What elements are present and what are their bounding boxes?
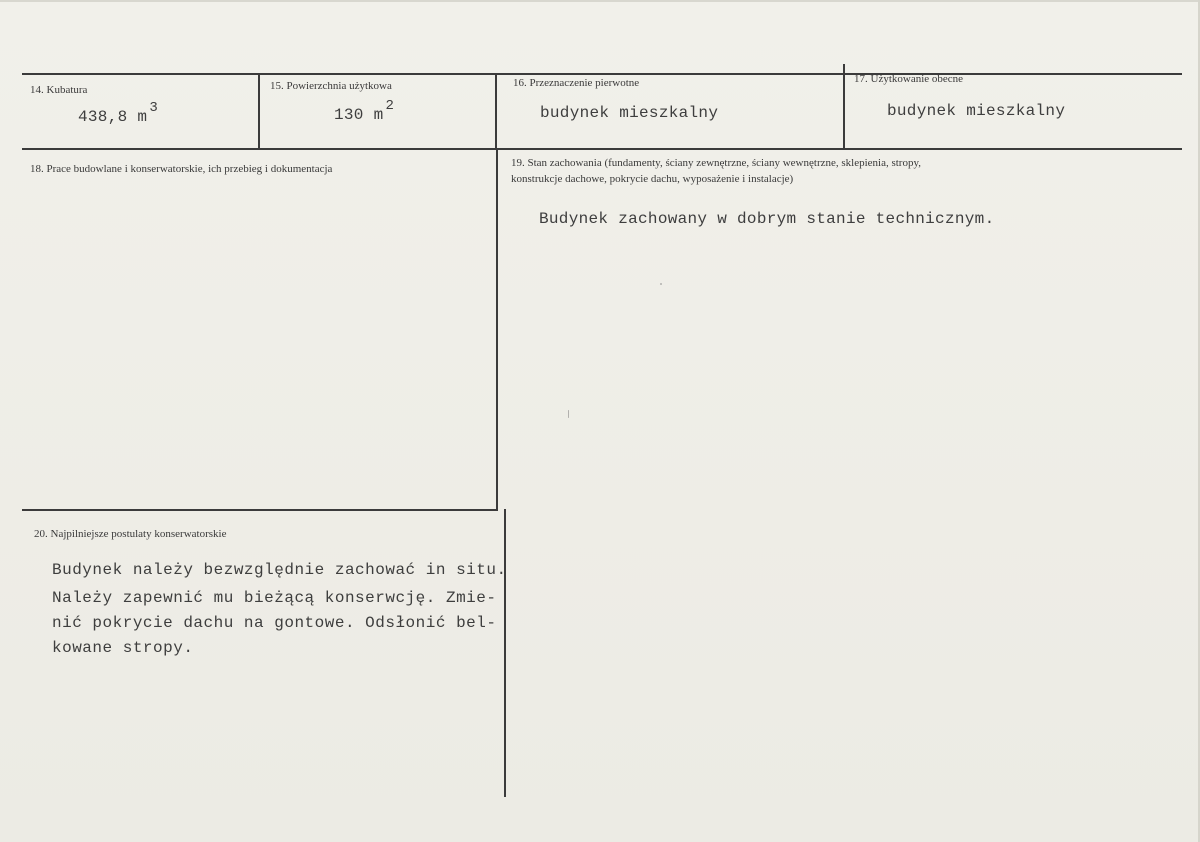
paper-speck <box>660 283 662 285</box>
divider-14-15 <box>258 74 260 149</box>
field-20-line-3: nić pokrycie dachu na gontowe. Odsłonić bel- <box>52 614 497 632</box>
field-19-label-line1: 19. Stan zachowania (fundamenty, ściany zewnętrzne, ściany wewnętrzne, sklepienia, stropy, <box>511 157 922 169</box>
field-19-value: Budynek zachowany w dobrym stanie technicznym. <box>539 210 995 228</box>
card-top-edge <box>0 0 1200 2</box>
field-14-exponent: 3 <box>149 100 159 116</box>
field-14-value <box>78 100 159 126</box>
field-15-exponent: 2 <box>385 98 395 114</box>
field-20-line-2: Należy zapewnić mu bieżącą konserwcję. Zmie- <box>52 589 497 607</box>
field-15-value-text: 130 m <box>334 106 384 124</box>
field-18-label: 18. Prace budowlane i konserwatorskie, ich przebieg i dokumentacja <box>30 163 333 175</box>
row1-bottom-rule <box>22 148 1182 150</box>
divider-16-17 <box>843 64 845 149</box>
divider-15-16 <box>495 74 497 149</box>
paper-speck <box>568 410 569 418</box>
divider-18-19 <box>496 149 498 510</box>
field-20-label: 20. Najpilniejsze postulaty konserwatorskie <box>34 528 227 540</box>
field-17-label: 17. Użytkowanie obecne <box>854 73 964 85</box>
field-14-value-text: 438,8 m <box>78 108 148 126</box>
field-20-line-4: kowane stropy. <box>52 639 194 657</box>
field-16-label: 16. Przeznaczenie pierwotne <box>513 77 640 89</box>
section18-bottom-rule <box>22 509 498 511</box>
field-17-value: budynek mieszkalny <box>887 102 1066 120</box>
divider-20-19 <box>504 509 506 797</box>
field-16-value: budynek mieszkalny <box>540 104 719 122</box>
field-20-line-1: Budynek należy bezwzględnie zachować in situ. <box>52 561 507 579</box>
field-19-label-line2: konstrukcje dachowe, pokrycie dachu, wyposażenie i instalacje) <box>511 173 794 185</box>
field-14-label: 14. Kubatura <box>30 84 88 96</box>
field-15-label: 15. Powierzchnia użytkowa <box>270 80 392 92</box>
top-rule <box>22 73 1182 75</box>
field-15-value <box>334 98 395 124</box>
